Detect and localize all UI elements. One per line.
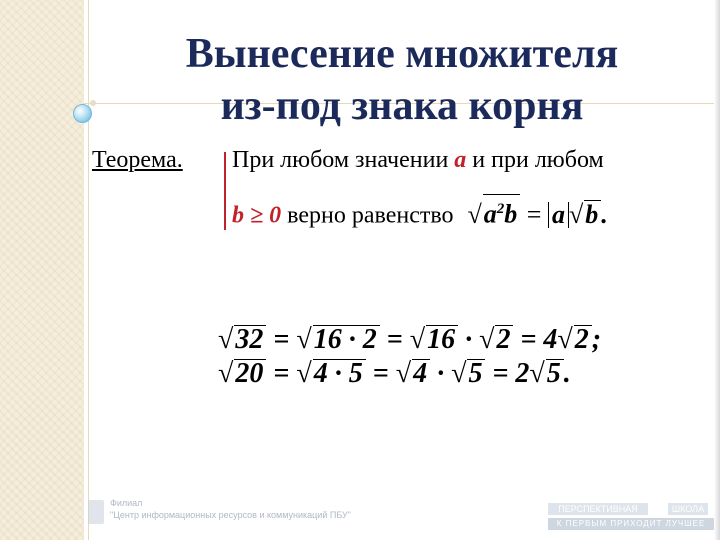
operator: · bbox=[458, 324, 480, 355]
operator: · bbox=[430, 358, 452, 389]
formula-b-root: b bbox=[584, 200, 601, 229]
radicand: 2 bbox=[495, 325, 513, 354]
statement-text: При любом значении bbox=[232, 147, 455, 173]
radicand: 4 · 5 bbox=[313, 359, 366, 388]
statement-text: и при любом bbox=[466, 147, 604, 173]
theorem-formula: $√a^2b = a$ √b . bbox=[468, 200, 608, 229]
radicand: 32 bbox=[234, 325, 266, 354]
slide-title-line-2: из-под знака корня bbox=[220, 83, 584, 129]
theorem-statement-line-2 bbox=[232, 194, 608, 230]
formula-a: a bbox=[483, 199, 497, 229]
example-1: √32 = √16 · 2 = √16 · √2 = 4√2 ; bbox=[218, 324, 602, 355]
footer-left-line-1: Филиал bbox=[110, 498, 143, 508]
formula-end: . bbox=[601, 199, 608, 229]
formula-exponent: 2 bbox=[496, 201, 505, 217]
formula-abs-a: a bbox=[548, 202, 569, 228]
footer-right-line-2: ШКОЛА bbox=[668, 503, 708, 515]
statement-text: верно равенство bbox=[281, 202, 454, 229]
radicand: 16 bbox=[426, 325, 458, 354]
theorem-label: Теорема. bbox=[92, 147, 183, 173]
theorem-statement-line-1 bbox=[232, 147, 604, 174]
feather-icon bbox=[88, 500, 104, 524]
operator: ; bbox=[591, 324, 602, 355]
formula-equals: = bbox=[526, 199, 542, 229]
page-shadow bbox=[714, 0, 720, 540]
operator: . bbox=[563, 358, 571, 389]
radicand: 20 bbox=[234, 359, 266, 388]
var-b-condition: b ≥ 0 bbox=[232, 202, 282, 229]
operator: = bbox=[266, 324, 297, 355]
var-a: a bbox=[454, 147, 467, 173]
operator: = bbox=[379, 324, 410, 355]
radicand: 16 · 2 bbox=[313, 325, 380, 354]
footer-left-line-2: "Центр информационных ресурсов и коммуникаций ПБУ" bbox=[110, 510, 351, 520]
radicand: 2 bbox=[574, 325, 592, 354]
operator: = bbox=[266, 358, 297, 389]
decorative-left-stripe bbox=[0, 0, 84, 540]
footer-slogan: К ПЕРВЫМ ПРИХОДИТ ЛУЧШЕЕ bbox=[548, 518, 714, 530]
operator: = 2 bbox=[485, 358, 530, 389]
formula-b: b bbox=[504, 199, 518, 229]
operator: = 4 bbox=[513, 324, 558, 355]
footer-right-line-1: ПЕРСПЕКТИВНАЯ bbox=[548, 503, 648, 515]
radicand: 4 bbox=[412, 359, 430, 388]
theorem-divider bbox=[224, 152, 226, 230]
example-2: √20 = √4 · 5 = √4 · √5 = 2√5 . bbox=[218, 358, 571, 389]
footer-branch-logo bbox=[88, 498, 388, 528]
radicand: 5 bbox=[546, 359, 564, 388]
footer-school-logo bbox=[548, 500, 714, 534]
slide-title-line-1: Вынесение множителя bbox=[185, 31, 619, 77]
operator: = bbox=[365, 358, 396, 389]
guide-line-vertical bbox=[88, 0, 89, 540]
radicand: 5 bbox=[467, 359, 485, 388]
